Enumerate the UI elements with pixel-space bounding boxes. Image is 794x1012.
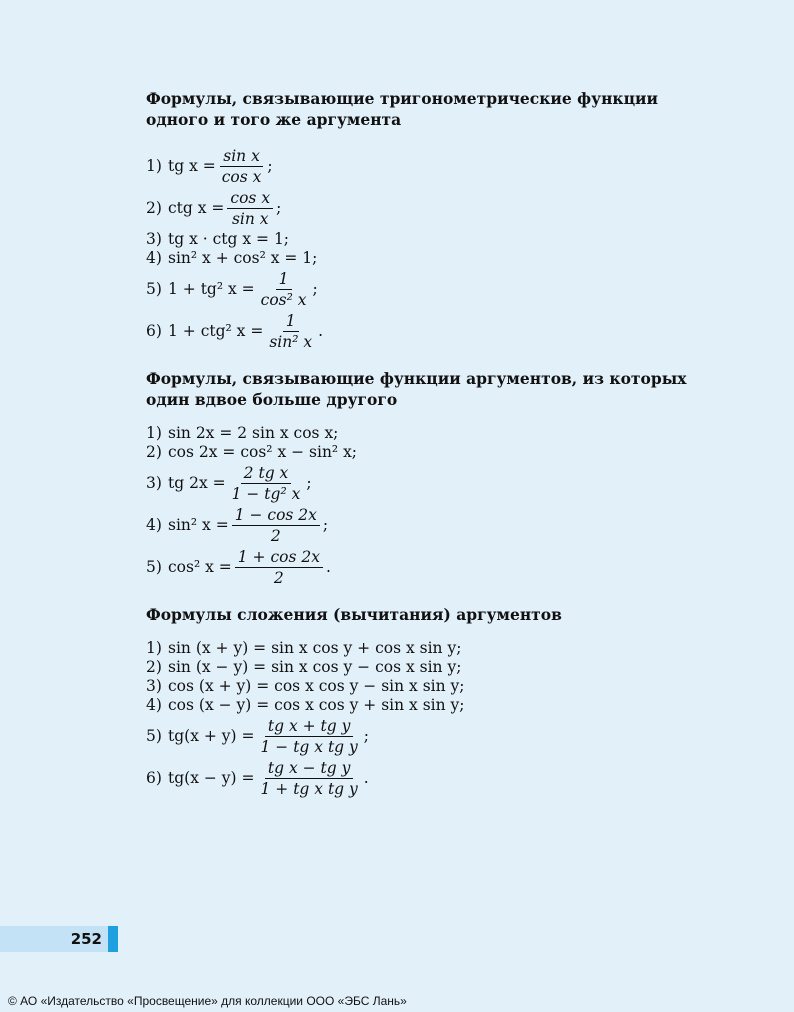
- page-number-accent: [108, 926, 118, 952]
- formula-text: tg x · ctg x = 1;: [168, 230, 290, 248]
- formula-text: cos (x + y) = cos x cos y − sin x sin y;: [168, 677, 465, 695]
- numerator: tg x − tg y: [265, 758, 354, 779]
- numerator: 2 tg x: [241, 463, 292, 484]
- numerator: cos x: [227, 188, 273, 209]
- formula-lhs: ctg x =: [168, 199, 225, 217]
- formula-pythagorean: [146, 249, 706, 268]
- section-heading-same-argument: Формулы, связывающие тригонометрические функции одного и того же аргумента: [146, 89, 659, 129]
- denominator: 1 − tg² x: [231, 485, 301, 503]
- formula-sin-2x: [146, 424, 706, 443]
- fraction: [258, 716, 361, 757]
- denominator: 2: [270, 527, 281, 545]
- formula-number: 3): [146, 474, 162, 492]
- formula-number: 1): [146, 639, 162, 657]
- section-heading-double-argument: Формулы, связывающие функции аргументов, из которых один вдвое больше другого: [146, 369, 687, 409]
- formula-text: sin 2x = 2 sin x cos x;: [168, 424, 339, 442]
- punctuation: ;: [276, 199, 282, 217]
- punctuation: .: [318, 322, 324, 340]
- formula-number: 4): [146, 696, 162, 714]
- punctuation: .: [363, 769, 369, 787]
- formula-lhs: 1 + tg² x =: [168, 280, 255, 298]
- formula-number: 4): [146, 516, 162, 534]
- punctuation: ;: [312, 280, 318, 298]
- denominator: cos² x: [260, 291, 307, 309]
- formula-number: 5): [146, 727, 162, 745]
- formula-cos-diff: [146, 696, 706, 715]
- punctuation: ;: [267, 157, 273, 175]
- denominator: sin x: [231, 210, 269, 228]
- formula-tg-diff: [146, 758, 706, 799]
- formula-one-plus-ctg2: [146, 311, 706, 352]
- formula-number: 1): [146, 424, 162, 442]
- formula-sin-diff: [146, 658, 706, 677]
- copyright-notice: © АО «Издательство «Просвещение» для коллекции ООО «ЭБС Лань»: [8, 994, 407, 1008]
- punctuation: ;: [306, 474, 312, 492]
- formula-number: 5): [146, 280, 162, 298]
- formula-text: sin (x + y) = sin x cos y + cos x sin y;: [168, 639, 462, 657]
- numerator: 1: [283, 311, 299, 332]
- formula-sin-sum: [146, 639, 706, 658]
- formula-text: sin (x − y) = sin x cos y − cos x sin y;: [168, 658, 462, 676]
- formula-number: 3): [146, 677, 162, 695]
- formula-number: 3): [146, 230, 162, 248]
- numerator: sin x: [220, 146, 263, 167]
- numerator: 1: [276, 269, 292, 290]
- denominator: 1 − tg x tg y: [260, 738, 358, 756]
- formula-lhs: tg 2x =: [168, 474, 226, 492]
- formula-number: 4): [146, 249, 162, 267]
- numerator: tg x + tg y: [265, 716, 354, 737]
- fraction: [258, 758, 361, 799]
- formula-lhs: cos² x =: [168, 558, 232, 576]
- formula-number: 5): [146, 558, 162, 576]
- formula-lhs: 1 + ctg² x =: [168, 322, 264, 340]
- formula-sheet: [146, 88, 706, 800]
- formula-lhs: sin² x =: [168, 516, 229, 534]
- formula-one-plus-tg2: [146, 269, 706, 310]
- fraction: [219, 146, 265, 187]
- formula-cos-2x: [146, 443, 706, 462]
- denominator: cos x: [221, 168, 262, 186]
- fraction: [266, 311, 315, 352]
- fraction: [227, 188, 273, 229]
- formula-cos-sum: [146, 677, 706, 696]
- formula-number: 6): [146, 322, 162, 340]
- fraction: [235, 547, 323, 588]
- formula-tg-sum: [146, 716, 706, 757]
- formula-text: cos 2x = cos² x − sin² x;: [168, 443, 358, 461]
- formula-tg-2x: [146, 463, 706, 504]
- formula-tg: [146, 146, 706, 187]
- denominator: sin² x: [269, 333, 313, 351]
- formula-lhs: tg(x − y) =: [168, 769, 255, 787]
- formula-number: 2): [146, 658, 162, 676]
- formula-lhs: tg(x + y) =: [168, 727, 255, 745]
- numerator: 1 − cos 2x: [232, 505, 320, 526]
- numerator: 1 + cos 2x: [235, 547, 323, 568]
- fraction: [229, 463, 304, 504]
- formula-number: 2): [146, 199, 162, 217]
- section-heading-addition: Формулы сложения (вычитания) аргументов: [146, 605, 562, 624]
- formula-lhs: tg x =: [168, 157, 216, 175]
- formula-text: sin² x + cos² x = 1;: [168, 249, 318, 267]
- denominator: 1 + tg x tg y: [260, 780, 358, 798]
- formula-tg-ctg-product: [146, 230, 706, 249]
- fraction: [258, 269, 310, 310]
- fraction: [232, 505, 320, 546]
- formula-cos2-half: [146, 547, 706, 588]
- page-number: 252: [70, 930, 102, 948]
- formula-number: 2): [146, 443, 162, 461]
- denominator: 2: [273, 569, 284, 587]
- punctuation: ;: [322, 516, 329, 534]
- formula-number: 6): [146, 769, 162, 787]
- punctuation: .: [325, 558, 331, 576]
- formula-number: 1): [146, 157, 162, 175]
- formula-sin2-half: [146, 505, 706, 546]
- punctuation: ;: [363, 727, 370, 745]
- formula-ctg: [146, 188, 706, 229]
- formula-text: cos (x − y) = cos x cos y + sin x sin y;: [168, 696, 465, 714]
